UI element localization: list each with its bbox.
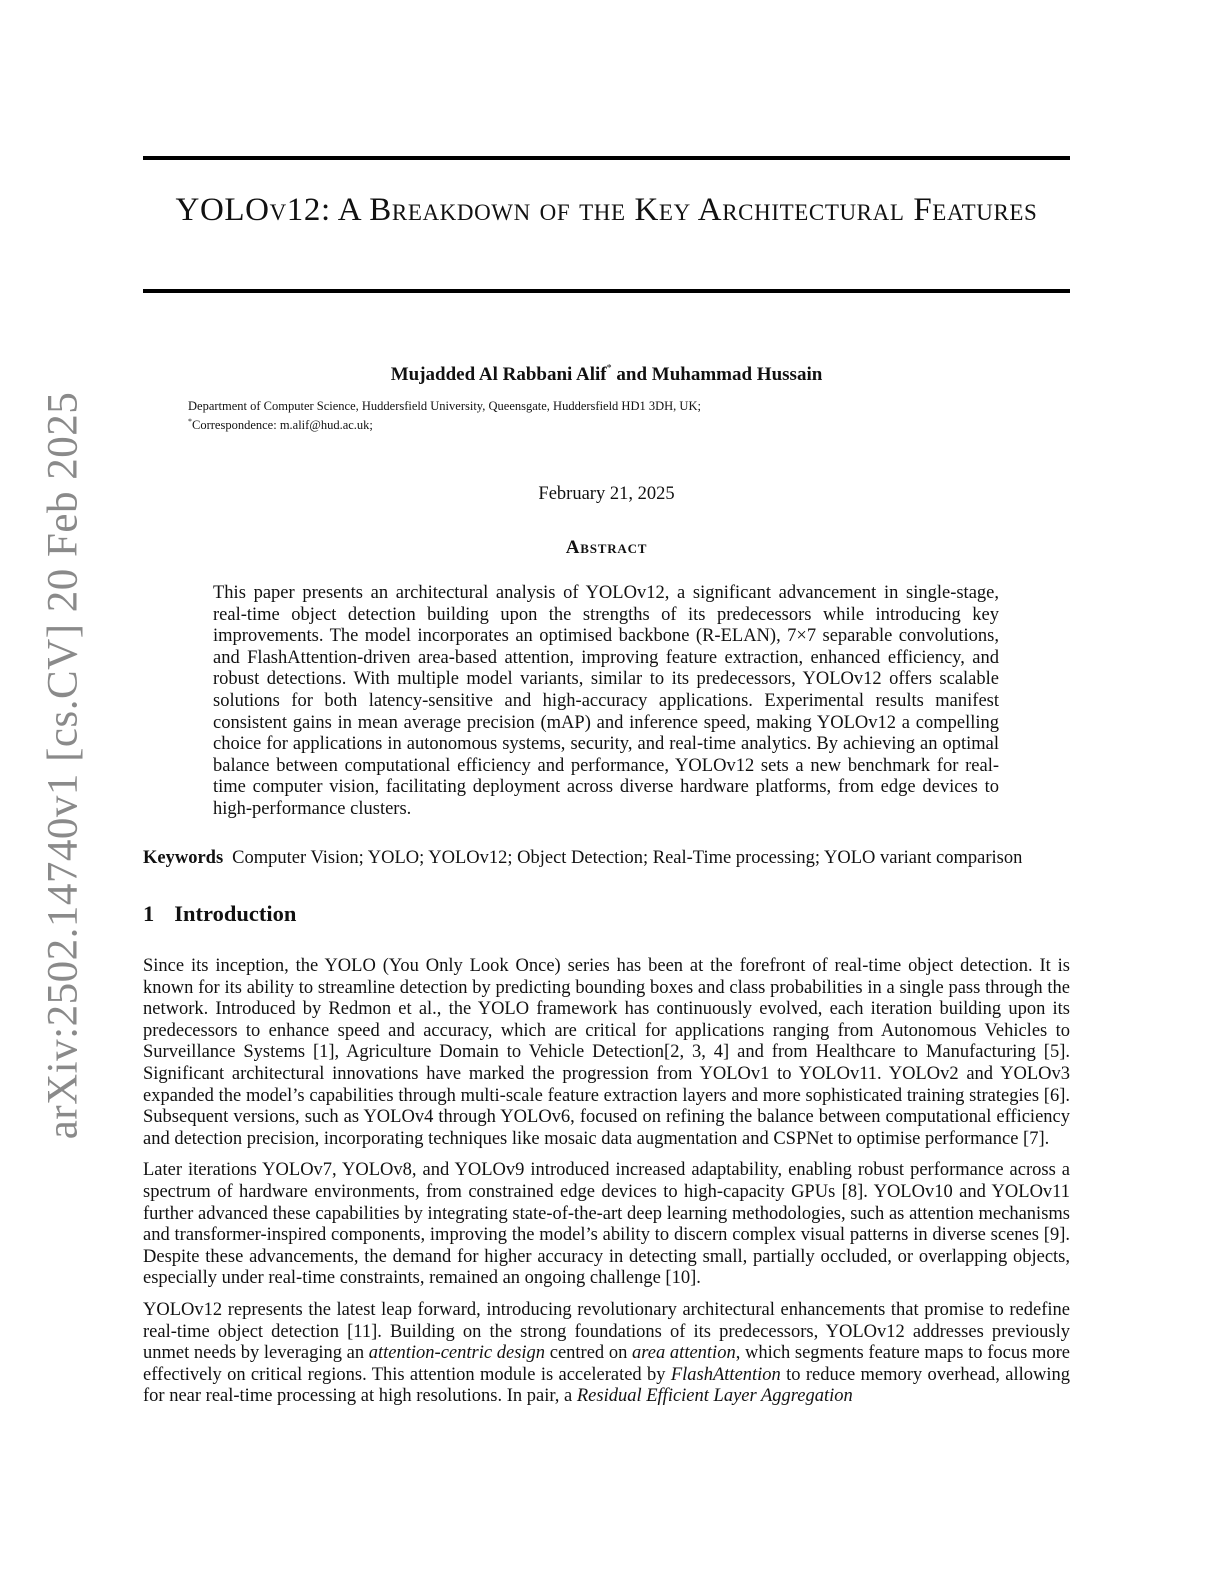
affiliation-block xyxy=(188,399,701,433)
paragraph-3-text-3: , which segments feature maps to focus more effectively on critical regions. This attention module is accelerated by xyxy=(143,1343,1070,1385)
author-first: Mujadded Al Rabbani Alif xyxy=(390,364,607,385)
paragraph-3-text-4: to reduce memory overhead, allowing for near real-time processing at high resolutions. In pair, a xyxy=(143,1364,1070,1407)
abstract-heading: Abstract xyxy=(565,537,648,558)
author-connector: and xyxy=(616,364,648,385)
introduction-paragraph-2: Later iterations YOLOv7, YOLOv8, and YOLOv9 introduced increased adaptability, enabling robust performance across a spectrum of hardware environments, from constrained edge devices to high-capacity GPUs [8]. YOLOv10 and YOLOv11 further advanced these capabilities by integrating state-of-the-art deep learning methodologies, such as attention mechanisms and transformer-inspired components, improving the model’s ability to discern complex visual patterns in diverse scenes [9]. Despite these advancements, the demand for higher accuracy in detecting small, partially occluded, or overlapping objects, especially under real-time constraints, remained an ongoing challenge [10]. xyxy=(143,1160,1070,1289)
affiliation-department: Department of Computer Science, Huddersfield University, Queensgate, Huddersfield HD1 3DH, UK; xyxy=(188,399,701,413)
paper-date: February 21, 2025 xyxy=(538,484,675,504)
affiliation-correspondence-mark: * xyxy=(188,417,192,426)
author-line xyxy=(143,363,1070,386)
introduction-paragraph-3 xyxy=(143,1300,1070,1408)
section-heading-introduction xyxy=(143,901,296,927)
affiliation-correspondence: Correspondence: m.alif@hud.ac.uk; xyxy=(192,418,373,432)
emphasis-residual-efficient-layer-aggregation: Residual Efficient Layer Aggregation xyxy=(576,1386,853,1407)
emphasis-attention-centric-design: attention-centric design xyxy=(368,1343,546,1364)
section-number: 1 xyxy=(143,901,155,926)
keywords-line xyxy=(143,847,1070,869)
introduction-body xyxy=(143,956,1070,1418)
keywords-text: Computer Vision; YOLO; YOLOv12; Object Detection; Real-Time processing; YOLO variant comparison xyxy=(232,848,1023,868)
author-second: Muhammad Hussain xyxy=(651,364,823,385)
abstract-text: This paper presents an architectural analysis of YOLOv12, a significant advancement in single-stage, real-time object detection building upon the strengths of its predecessors while introducing key improvements. The model incorporates an optimised backbone (R-ELAN), 7×7 separable convolutions, and FlashAttention-driven area-based attention, improving feature extraction, enhanced efficiency, and robust detections. With multiple model variants, similar to its predecessors, YOLOv12 offers scalable solutions for both latency-sensitive and high-accuracy applications. Experimental results manifest consistent gains in mean average precision (mAP) and inference speed, making YOLOv12 a compelling choice for applications in autonomous systems, security, and real-time analytics. By achieving an optimal balance between computational efficiency and performance, YOLOv12 sets a new benchmark for real-time computer vision, facilitating deployment across diverse hardware platforms, from edge devices to high-performance clusters. xyxy=(213,583,999,819)
paragraph-3-text-1: YOLOv12 represents the latest leap forward, introducing revolutionary architectural enhancements that promise to redefine real-time object detection [11]. Building on the strong foundations of its predecessors, YOLOv12 addresses previously unmet needs by leveraging an xyxy=(143,1299,1070,1364)
keywords-label: Keywords xyxy=(143,848,224,868)
introduction-paragraph-1: Since its inception, the YOLO (You Only Look Once) series has been at the forefront of real-time object detection. It is known for its ability to streamline detection by predicting bounding boxes and class probabilities in a single pass through the network. Introduced by Redmon et al., the YOLO framework has continuously evolved, each iteration building upon its predecessors to enhance speed and accuracy, which are critical for applications ranging from Autonomous Vehicles to Surveillance Systems [1], Agriculture Domain to Vehicle Detection[2, 3, 4] and from Healthcare to Manufacturing [5]. Significant architectural innovations have marked the progression from YOLOv1 to YOLOv11. YOLOv2 and YOLOv3 expanded the model’s capabilities through multi-scale feature extraction layers and more sophisticated training strategies [6]. Subsequent versions, such as YOLOv4 through YOLOv6, focused on refining the balance between computational efficiency and detection precision, incorporating techniques like mosaic data augmentation and CSPNet to optimise performance [7]. xyxy=(143,956,1070,1149)
title-bottom-rule xyxy=(143,289,1070,293)
section-title: Introduction xyxy=(174,901,297,926)
arxiv-identifier-stamp xyxy=(8,391,118,1139)
title-top-rule xyxy=(143,156,1070,160)
emphasis-flashattention: FlashAttention xyxy=(670,1364,781,1385)
affiliation-correspondence-line xyxy=(188,414,701,433)
correspondence-mark: * xyxy=(606,363,612,374)
emphasis-area-attention: area attention xyxy=(632,1343,736,1364)
arxiv-identifier-text: arXiv:2502.14740v1 [cs.CV] 20 Feb 2025 xyxy=(39,391,87,1139)
paragraph-3-text-2: centred on xyxy=(545,1343,633,1364)
paper-title: YOLOv12: A Breakdown of the Key Architectural Features xyxy=(175,192,1038,228)
